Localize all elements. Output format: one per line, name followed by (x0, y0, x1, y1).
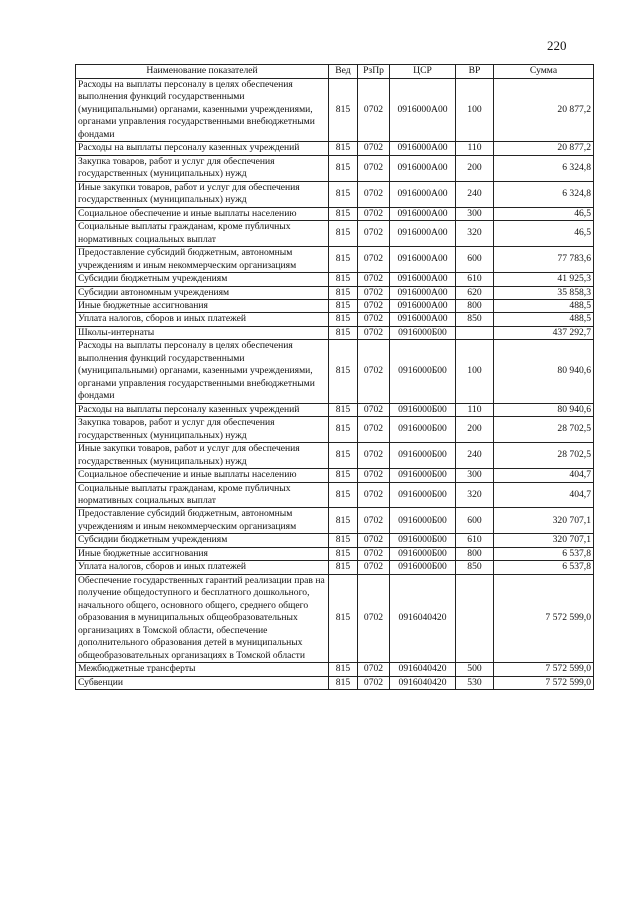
row-csr: 0916000А00 (390, 221, 456, 247)
row-ved: 815 (329, 326, 358, 339)
row-rzpr: 0702 (358, 155, 390, 181)
row-ved: 815 (329, 547, 358, 560)
row-rzpr: 0702 (358, 221, 390, 247)
row-vr: 100 (456, 340, 494, 403)
row-vr: 200 (456, 417, 494, 443)
row-sum: 41 925,3 (494, 273, 594, 286)
row-rzpr: 0702 (358, 561, 390, 574)
row-name: Школы-интернаты (76, 326, 329, 339)
row-sum: 35 858,3 (494, 286, 594, 299)
row-sum: 6 537,8 (494, 561, 594, 574)
row-csr: 0916000Б00 (390, 508, 456, 534)
row-vr: 600 (456, 508, 494, 534)
row-csr: 0916040420 (390, 574, 456, 662)
row-name: Социальные выплаты гражданам, кроме публичных нормативных социальных выплат (76, 221, 329, 247)
row-csr: 0916000А00 (390, 181, 456, 207)
table-row (76, 663, 594, 676)
row-ved: 815 (329, 286, 358, 299)
row-vr: 240 (456, 181, 494, 207)
row-csr: 0916000Б00 (390, 469, 456, 482)
table-row (76, 676, 594, 689)
row-rzpr: 0702 (358, 79, 390, 142)
row-sum: 437 292,7 (494, 326, 594, 339)
row-csr: 0916000Б00 (390, 340, 456, 403)
header-name: Наименование показателей (76, 65, 329, 79)
row-rzpr: 0702 (358, 286, 390, 299)
row-ved: 815 (329, 155, 358, 181)
table-row (76, 155, 594, 181)
row-name: Иные закупки товаров, работ и услуг для обеспечения государственных (муниципальных) нужд (76, 443, 329, 469)
row-sum: 320 707,1 (494, 508, 594, 534)
row-ved: 815 (329, 534, 358, 547)
row-csr: 0916000А00 (390, 299, 456, 312)
table-row (76, 313, 594, 326)
row-csr: 0916000Б00 (390, 534, 456, 547)
header-vr: ВР (456, 65, 494, 79)
row-ved: 815 (329, 340, 358, 403)
row-sum: 77 783,6 (494, 247, 594, 273)
row-rzpr: 0702 (358, 469, 390, 482)
row-vr (456, 326, 494, 339)
header-ved: Вед (329, 65, 358, 79)
row-csr: 0916000А00 (390, 273, 456, 286)
row-sum: 20 877,2 (494, 142, 594, 155)
table-row (76, 326, 594, 339)
row-vr: 320 (456, 482, 494, 508)
row-ved: 815 (329, 207, 358, 220)
row-rzpr: 0702 (358, 340, 390, 403)
row-name: Закупка товаров, работ и услуг для обеспечения государственных (муниципальных) нужд (76, 417, 329, 443)
row-rzpr: 0702 (358, 403, 390, 416)
row-sum: 404,7 (494, 469, 594, 482)
row-rzpr: 0702 (358, 142, 390, 155)
row-csr: 0916000А00 (390, 155, 456, 181)
table-row (76, 469, 594, 482)
row-vr: 300 (456, 207, 494, 220)
row-rzpr: 0702 (358, 247, 390, 273)
row-rzpr: 0702 (358, 313, 390, 326)
row-rzpr: 0702 (358, 508, 390, 534)
row-csr: 0916000А00 (390, 142, 456, 155)
row-vr: 110 (456, 142, 494, 155)
table-row (76, 561, 594, 574)
row-rzpr: 0702 (358, 534, 390, 547)
table-row (76, 547, 594, 560)
row-ved: 815 (329, 313, 358, 326)
row-csr: 0916000А00 (390, 247, 456, 273)
row-ved: 815 (329, 469, 358, 482)
table-row (76, 273, 594, 286)
row-name: Предоставление субсидий бюджетным, автономным учреждениям и иным некоммерческим организациям (76, 247, 329, 273)
row-sum: 6 324,8 (494, 155, 594, 181)
row-vr: 610 (456, 273, 494, 286)
row-rzpr: 0702 (358, 207, 390, 220)
row-ved: 815 (329, 273, 358, 286)
row-sum: 404,7 (494, 482, 594, 508)
row-vr: 100 (456, 79, 494, 142)
row-rzpr: 0702 (358, 676, 390, 689)
table-body (76, 79, 594, 690)
row-vr: 320 (456, 221, 494, 247)
row-csr: 0916000А00 (390, 207, 456, 220)
budget-table (75, 64, 594, 690)
row-csr: 0916000А00 (390, 79, 456, 142)
row-sum: 6 324,8 (494, 181, 594, 207)
row-vr: 240 (456, 443, 494, 469)
row-sum: 488,5 (494, 299, 594, 312)
row-name: Закупка товаров, работ и услуг для обеспечения государственных (муниципальных) нужд (76, 155, 329, 181)
row-rzpr: 0702 (358, 482, 390, 508)
row-ved: 815 (329, 574, 358, 662)
row-sum: 28 702,5 (494, 417, 594, 443)
row-ved: 815 (329, 79, 358, 142)
row-rzpr: 0702 (358, 299, 390, 312)
row-name: Иные закупки товаров, работ и услуг для обеспечения государственных (муниципальных) нужд (76, 181, 329, 207)
row-csr: 0916000А00 (390, 313, 456, 326)
row-name: Субсидии бюджетным учреждениям (76, 273, 329, 286)
header-sum: Сумма (494, 65, 594, 79)
row-vr: 300 (456, 469, 494, 482)
page-number: 220 (547, 38, 567, 53)
row-name: Уплата налогов, сборов и иных платежей (76, 561, 329, 574)
row-sum: 80 940,6 (494, 340, 594, 403)
table-row (76, 181, 594, 207)
row-name: Уплата налогов, сборов и иных платежей (76, 313, 329, 326)
row-rzpr: 0702 (358, 326, 390, 339)
table-row (76, 142, 594, 155)
row-sum: 7 572 599,0 (494, 574, 594, 662)
row-vr: 110 (456, 403, 494, 416)
row-csr: 0916000Б00 (390, 561, 456, 574)
table-row (76, 286, 594, 299)
row-vr: 600 (456, 247, 494, 273)
row-ved: 815 (329, 417, 358, 443)
row-sum: 20 877,2 (494, 79, 594, 142)
table-header-row (76, 65, 594, 79)
row-name: Расходы на выплаты персоналу казенных учреждений (76, 142, 329, 155)
row-csr: 0916000А00 (390, 286, 456, 299)
row-ved: 815 (329, 142, 358, 155)
row-rzpr: 0702 (358, 443, 390, 469)
row-sum: 488,5 (494, 313, 594, 326)
row-vr: 800 (456, 299, 494, 312)
row-csr: 0916000Б00 (390, 482, 456, 508)
row-name: Предоставление субсидий бюджетным, автономным учреждениям и иным некоммерческим организациям (76, 508, 329, 534)
table-row (76, 482, 594, 508)
row-csr: 0916040420 (390, 663, 456, 676)
row-sum: 7 572 599,0 (494, 663, 594, 676)
row-rzpr: 0702 (358, 181, 390, 207)
table-row (76, 79, 594, 142)
row-name: Иные бюджетные ассигнования (76, 299, 329, 312)
row-name: Социальное обеспечение и иные выплаты населению (76, 469, 329, 482)
row-name: Субсидии автономным учреждениям (76, 286, 329, 299)
table-row (76, 534, 594, 547)
row-ved: 815 (329, 676, 358, 689)
table-row (76, 299, 594, 312)
row-csr: 0916040420 (390, 676, 456, 689)
table-row (76, 574, 594, 662)
row-vr (456, 574, 494, 662)
row-rzpr: 0702 (358, 417, 390, 443)
table-row (76, 443, 594, 469)
table-row (76, 403, 594, 416)
table-row (76, 221, 594, 247)
row-ved: 815 (329, 482, 358, 508)
row-name: Расходы на выплаты персоналу казенных учреждений (76, 403, 329, 416)
row-name: Субсидии бюджетным учреждениям (76, 534, 329, 547)
row-name: Расходы на выплаты персоналу в целях обеспечения выполнения функций государственными (муниципальными) органами, казенными учреждениями, органами управления государственными внебюджетными фондами (76, 340, 329, 403)
row-csr: 0916000Б00 (390, 547, 456, 560)
row-ved: 815 (329, 221, 358, 247)
row-rzpr: 0702 (358, 663, 390, 676)
row-rzpr: 0702 (358, 547, 390, 560)
row-sum: 7 572 599,0 (494, 676, 594, 689)
row-ved: 815 (329, 443, 358, 469)
row-name: Субвенции (76, 676, 329, 689)
row-vr: 530 (456, 676, 494, 689)
table-row (76, 340, 594, 403)
row-rzpr: 0702 (358, 273, 390, 286)
row-name: Обеспечение государственных гарантий реализации прав на получение общедоступного и бесплатного дошкольного, начального общего, основного общего, среднего общего образования в муниципальных общеобразовательных организациях в Томской области, обеспечение дополнительного образования детей в муниципальных общеобразовательных организациях в Томской области (76, 574, 329, 662)
row-sum: 320 707,1 (494, 534, 594, 547)
table-row (76, 417, 594, 443)
row-ved: 815 (329, 663, 358, 676)
row-sum: 6 537,8 (494, 547, 594, 560)
row-vr: 200 (456, 155, 494, 181)
row-name: Иные бюджетные ассигнования (76, 547, 329, 560)
row-vr: 610 (456, 534, 494, 547)
table-row (76, 207, 594, 220)
header-rzpr: РзПр (358, 65, 390, 79)
row-vr: 500 (456, 663, 494, 676)
row-sum: 80 940,6 (494, 403, 594, 416)
row-csr: 0916000Б00 (390, 326, 456, 339)
header-csr: ЦСР (390, 65, 456, 79)
row-name: Социальное обеспечение и иные выплаты населению (76, 207, 329, 220)
row-vr: 620 (456, 286, 494, 299)
row-vr: 850 (456, 561, 494, 574)
row-sum: 28 702,5 (494, 443, 594, 469)
row-sum: 46,5 (494, 221, 594, 247)
table-row (76, 247, 594, 273)
row-sum: 46,5 (494, 207, 594, 220)
row-rzpr: 0702 (358, 574, 390, 662)
row-vr: 800 (456, 547, 494, 560)
row-name: Межбюджетные трансферты (76, 663, 329, 676)
row-ved: 815 (329, 403, 358, 416)
row-name: Социальные выплаты гражданам, кроме публичных нормативных социальных выплат (76, 482, 329, 508)
row-ved: 815 (329, 247, 358, 273)
table-row (76, 508, 594, 534)
row-csr: 0916000Б00 (390, 403, 456, 416)
row-ved: 815 (329, 561, 358, 574)
row-csr: 0916000Б00 (390, 417, 456, 443)
row-name: Расходы на выплаты персоналу в целях обеспечения выполнения функций государственными (муниципальными) органами, казенными учреждениями, органами управления государственными внебюджетными фондами (76, 79, 329, 142)
row-vr: 850 (456, 313, 494, 326)
row-ved: 815 (329, 299, 358, 312)
row-ved: 815 (329, 181, 358, 207)
row-ved: 815 (329, 508, 358, 534)
row-csr: 0916000Б00 (390, 443, 456, 469)
